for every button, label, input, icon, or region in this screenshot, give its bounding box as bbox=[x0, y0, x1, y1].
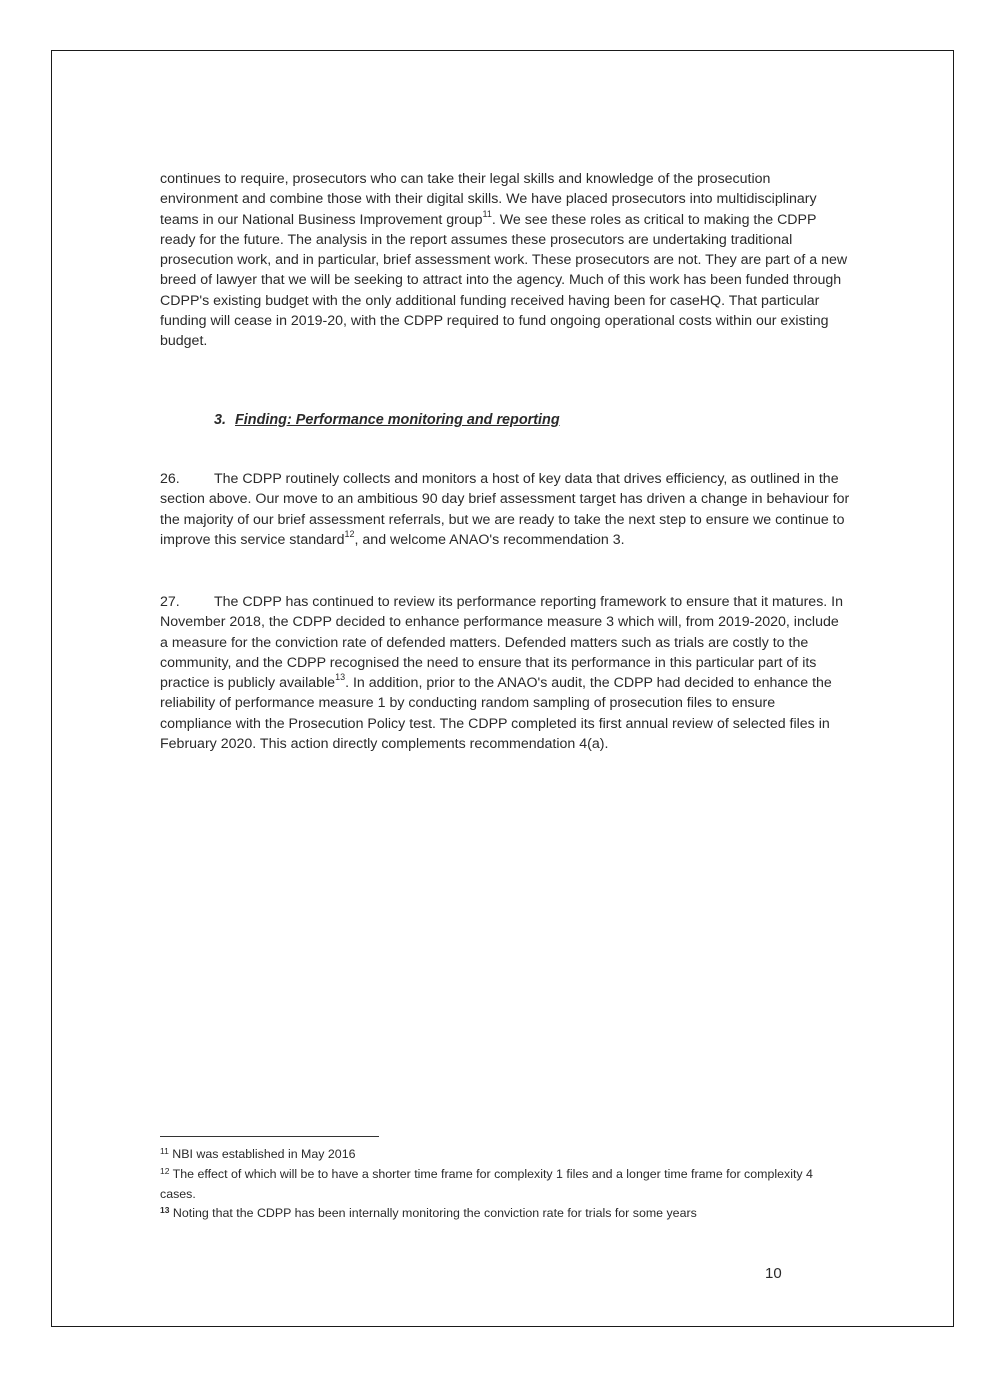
page-number: 10 bbox=[765, 1265, 782, 1282]
footnote-separator bbox=[160, 1136, 379, 1137]
footnote-mark: 11 bbox=[160, 1146, 169, 1156]
footnote-13 bbox=[160, 1204, 840, 1224]
intro-text-continued: . We see these roles as critical to making the CDPP ready for the future. The analysis in the report assumes these prosecutors are undertaking traditional prosecution work, and in particular, brief assessment work. These prosecutors are not. They are part of a new breed of lawyer that we will be seeking to attract into the agency. Much of this work has been funded through CDPP's existing budget with the only additional funding received having been for caseHQ. That particular funding will cease in 2019-20, with the CDPP required to fund ongoing operational costs within our existing budget. bbox=[160, 211, 848, 350]
footnote-mark: 13 bbox=[160, 1205, 170, 1216]
footnote-text: The effect of which will be to have a shorter time frame for complexity 1 files and a longer time frame for complexity 4 cases. bbox=[160, 1166, 813, 1201]
footnote-12 bbox=[160, 1165, 840, 1205]
paragraph-26-text-continued: , and welcome ANAO's recommendation 3. bbox=[354, 531, 625, 548]
footnote-mark: 12 bbox=[160, 1165, 170, 1176]
footnotes bbox=[160, 1145, 840, 1224]
paragraph-27-text-continued: . In addition, prior to the ANAO's audit, the CDPP had decided to enhance the reliability of performance measure 1 by conducting random sampling of prosecution files to ensure compliance with the Prosecution Policy test. The CDPP completed its first annual review of selected files in February 2020. This action directly complements recommendation 4(a). bbox=[160, 675, 832, 753]
intro-paragraph bbox=[160, 169, 850, 352]
section-heading-title: Finding: Performance monitoring and reporting bbox=[235, 412, 560, 428]
intro-text: continues to require, prosecutors who can take their legal skills and knowledge of the prosecution environment and combine those with their digital skills. We have placed prosecutors into multidisciplinary teams in our National Business Improvement group bbox=[160, 171, 817, 228]
paragraph-27 bbox=[160, 592, 850, 754]
footnote-ref-12[interactable]: 12 bbox=[344, 529, 355, 540]
footnote-text: NBI was established in May 2016 bbox=[168, 1147, 356, 1161]
paragraph-27-number: 27. bbox=[160, 594, 180, 610]
paragraph-26-number: 26. bbox=[160, 471, 180, 487]
footnote-ref-11[interactable]: 11 bbox=[482, 208, 492, 219]
paragraph-26-text: The CDPP routinely collects and monitors a host of key data that drives efficiency, as outlined in the section above. Our move to an ambitious 90 day brief assessment target has driven a change in behaviour for the majority of our brief assessment referrals, but we are ready to take the next step to ensure we continue to improve this service standard bbox=[160, 471, 850, 548]
section-heading-number: 3. bbox=[214, 412, 227, 428]
footnote-11 bbox=[160, 1145, 840, 1165]
section-heading bbox=[214, 412, 560, 428]
paragraph-27-text: The CDPP has continued to review its performance reporting framework to ensure that it matures. In November 2018, the CDPP decided to enhance performance measure 3 which will, from 2019-2020, include a measure for the conviction rate of defended matters. Defended matters such as trials are costly to the community, and the CDPP recognised the need to ensure that its performance in this particular part of its practice is publicly available bbox=[160, 594, 844, 692]
footnote-text: Noting that the CDPP has been internally monitoring the conviction rate for trials for some years bbox=[169, 1206, 697, 1221]
footnote-ref-13[interactable]: 13 bbox=[335, 672, 346, 683]
paragraph-26 bbox=[160, 469, 850, 550]
